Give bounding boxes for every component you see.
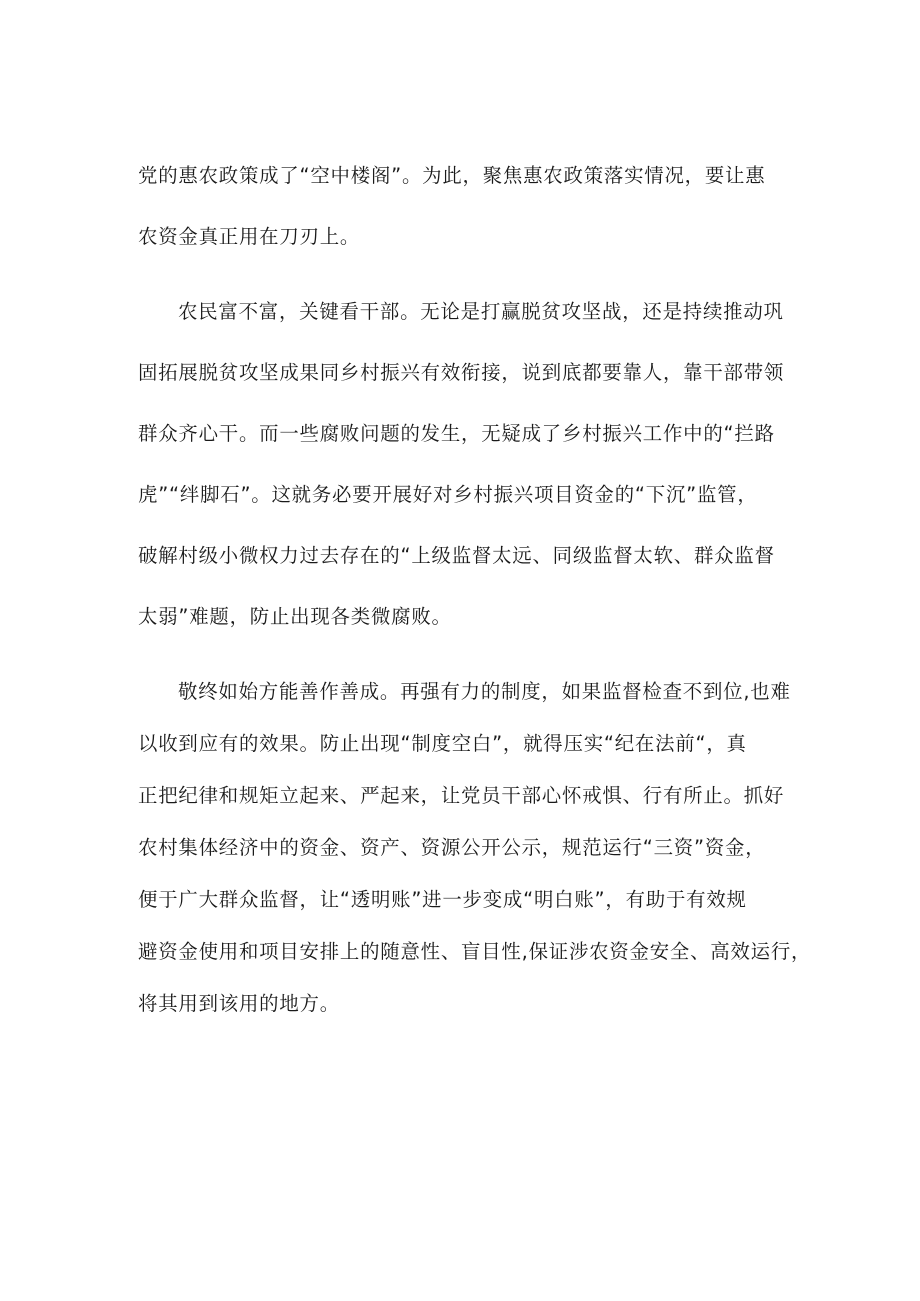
paragraph-line: 党的惠农政策成了“空中楼阁”。为此，聚焦惠农政策落实情况，要让惠 bbox=[138, 164, 766, 187]
paragraph-line: 以收到应有的效果。防止出现“制度空白”，就得压实“纪在法前“，真 bbox=[138, 732, 747, 755]
paragraph-line: 将其用到该用的地方。 bbox=[138, 992, 340, 1015]
paragraph-line: 破解村级小微权力过去存在的“上级监督太远、同级监督太软、群众监督 bbox=[138, 544, 775, 567]
paragraph-line: 敬终如始方能善作善成。再强有力的制度，如果监督检查不到位,也难 bbox=[178, 680, 791, 703]
paragraph-line: 便于广大群众监督，让“透明账”进一步变成“明白账”，有助于有效规 bbox=[138, 888, 747, 911]
paragraph-line: 固拓展脱贫攻坚成果同乡村振兴有效衔接，说到底都要靠人，靠干部带领 bbox=[138, 361, 785, 384]
paragraph-line: 虎”“绊脚石”。这就务必要开展好对乡村振兴项目资金的“下沉”监管， bbox=[138, 483, 758, 506]
paragraph-line: 正把纪律和规矩立起来、严起来，让党员干部心怀戒惧、行有所止。抓好 bbox=[138, 784, 785, 807]
paragraph-line: 群众齐心干。而一些腐败问题的发生，无疑成了乡村振兴工作中的“拦路 bbox=[138, 422, 775, 445]
paragraph-line: 太弱”难题，防止出现各类微腐败。 bbox=[138, 605, 452, 628]
paragraph-line: 农村集体经济中的资金、资产、资源公开公示，规范运行“三资”资金， bbox=[138, 836, 766, 859]
paragraph-line: 农民富不富，关键看干部。无论是打赢脱贫攻坚战，还是持续推动巩 bbox=[178, 300, 784, 323]
paragraph-line: 农资金真正用在刀刃上。 bbox=[138, 225, 361, 248]
paragraph-line: 避资金使用和项目安排上的随意性、盲目性,保证涉农资金安全、高效运行， bbox=[138, 940, 812, 963]
